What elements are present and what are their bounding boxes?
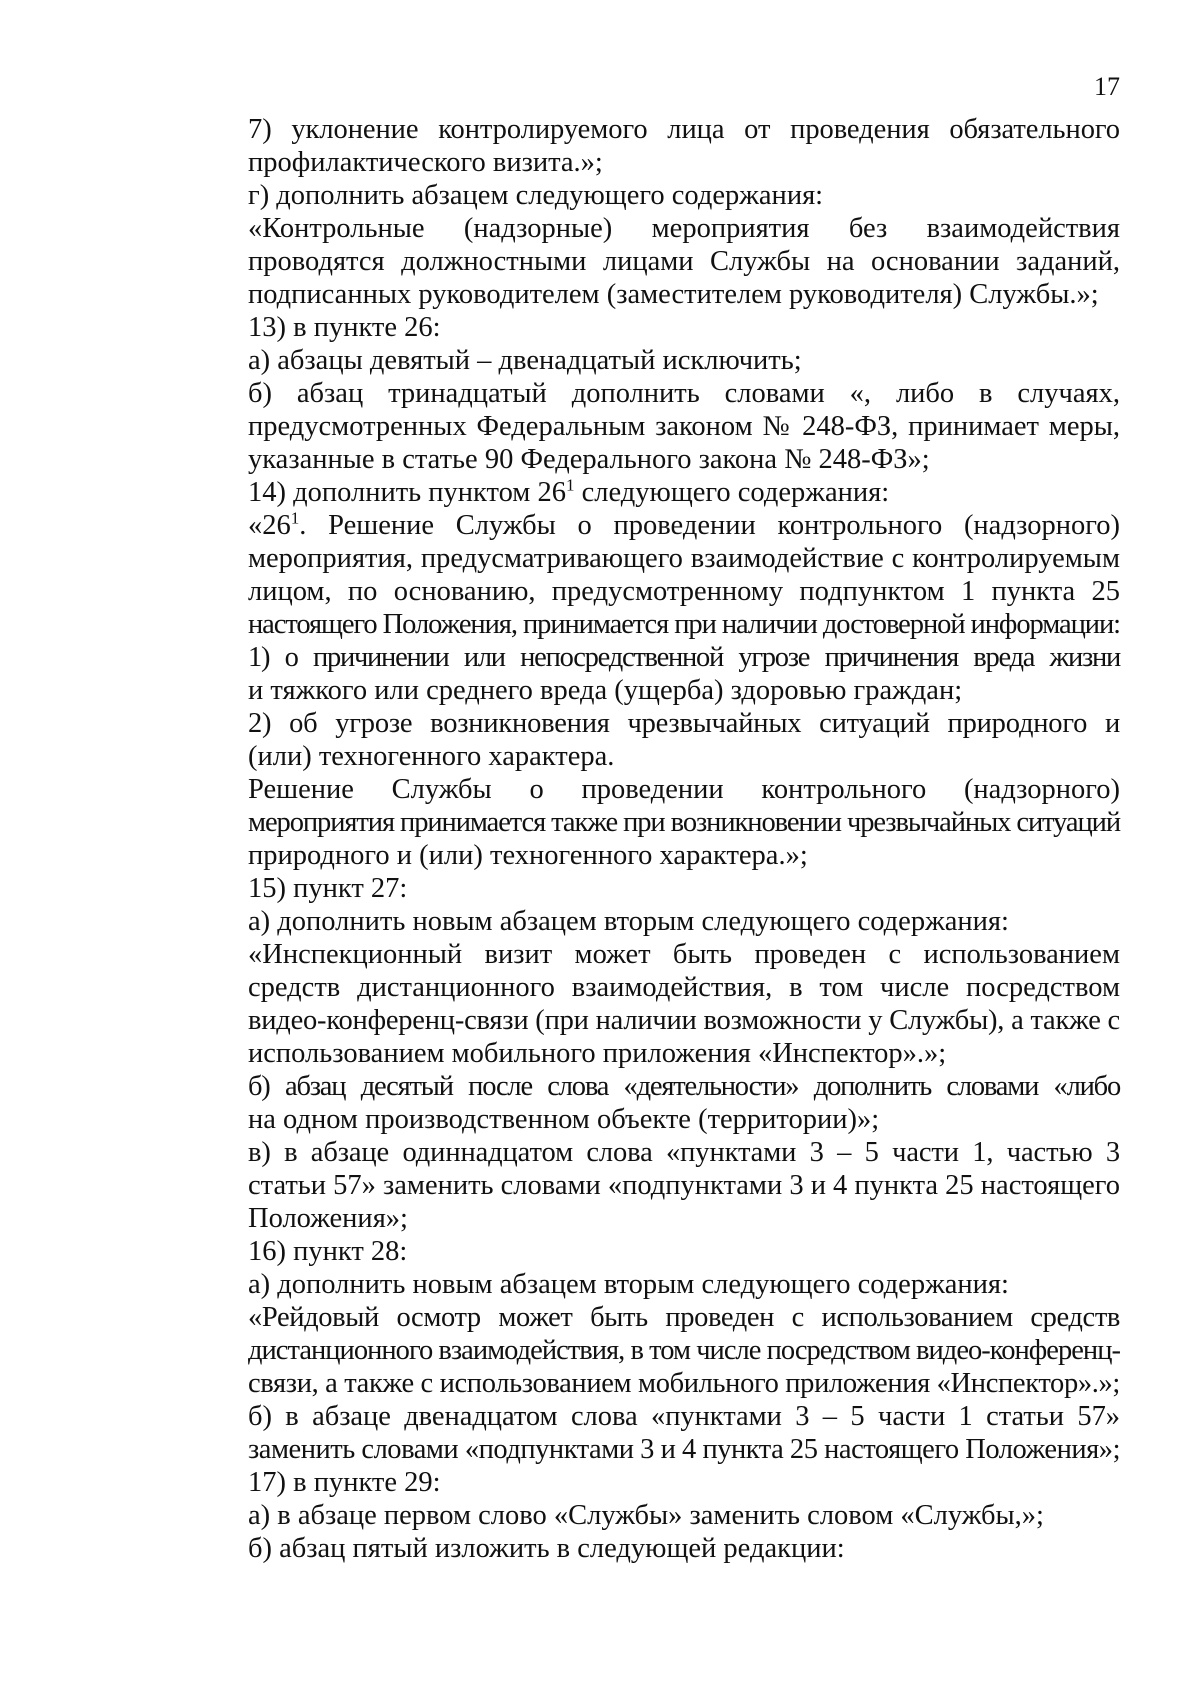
text-line: средств дистанционного взаимодействия, в том числе посредством — [248, 972, 1120, 1003]
text-line: «Контрольные (надзорные) мероприятия без взаимодействия — [248, 213, 1120, 244]
text-line: 16) пункт 28: — [248, 1236, 408, 1267]
text-line: мероприятия, предусматривающего взаимодействие с контролируемым — [248, 543, 1120, 574]
paragraph-item-15 — [172, 872, 1120, 905]
paragraph-item-16 — [172, 1235, 1120, 1268]
text-line: б) абзац тринадцатый дополнить словами «, либо в случаях, — [248, 378, 1120, 409]
text-line: (или) техногенного характера. — [248, 741, 615, 772]
paragraph-item-17 — [172, 1466, 1120, 1499]
paragraph-quote-26-1 — [172, 509, 1120, 641]
text-line: предусмотренных Федеральным законом № 248-ФЗ, принимает меры, — [248, 411, 1120, 442]
paragraph-quote-inspection-visit — [172, 938, 1120, 1070]
page-number: 17 — [1094, 72, 1120, 101]
text-line: указанные в статье 90 Федерального закона № 248-ФЗ»; — [248, 444, 930, 475]
superscript: 1 — [290, 508, 300, 528]
text-line: Решение Службы о проведении контрольного (надзорного) — [248, 774, 1120, 805]
text-line: дистанционного взаимодействия, в том числе посредством видео-конференц- — [248, 1335, 1121, 1366]
paragraph-item-14 — [172, 476, 1120, 509]
text-line: настоящего Положения, принимается при наличии достоверной информации: — [248, 609, 1121, 640]
paragraph-16b — [172, 1400, 1120, 1466]
paragraph-g — [172, 179, 1120, 212]
text-line: Положения»; — [248, 1203, 408, 1234]
text-line: б) абзац пятый изложить в следующей редакции: — [248, 1533, 845, 1564]
text-line: на одном производственном объекте (территории)»; — [248, 1104, 880, 1135]
paragraph-17b — [172, 1532, 1120, 1565]
text-line: 17) в пункте 29: — [248, 1467, 441, 1498]
paragraph-13b — [172, 377, 1120, 476]
text-line: а) дополнить новым абзацем вторым следующего содержания: — [248, 906, 1009, 937]
paragraph-item-7 — [172, 113, 1120, 179]
text-line: в) в абзаце одиннадцатом слова «пунктами 3 – 5 части 1, частью 3 — [248, 1137, 1120, 1168]
text-line: статьи 57» заменить словами «подпунктами 3 и 4 пункта 25 настоящего — [248, 1170, 1121, 1201]
paragraph-16a — [172, 1268, 1120, 1301]
paragraph-13a — [172, 344, 1120, 377]
paragraph-15a — [172, 905, 1120, 938]
superscript: 1 — [565, 475, 575, 495]
text-line: 2) об угрозе возникновения чрезвычайных ситуаций природного и — [248, 708, 1120, 739]
text-line: заменить словами «подпунктами 3 и 4 пункта 25 настоящего Положения»; — [248, 1434, 1121, 1465]
text-line: а) в абзаце первом слово «Службы» заменить словом «Службы,»; — [248, 1500, 1044, 1531]
text-fragment: следующего содержания: — [574, 477, 890, 508]
text-line: г) дополнить абзацем следующего содержания: — [248, 180, 824, 211]
text-line: 1) о причинении или непосредственной угрозе причинения вреда жизни — [248, 642, 1120, 673]
text-line: связи, а также с использованием мобильного приложения «Инспектор».»; — [248, 1368, 1121, 1399]
text-line: видео-конференц-связи (при наличии возможности у Службы), а также с — [248, 1005, 1120, 1036]
text-line: лицом, по основанию, предусмотренному подпунктом 1 пункта 25 — [248, 576, 1120, 607]
text-line: б) в абзаце двенадцатом слова «пунктами 3 – 5 части 1 статьи 57» — [248, 1401, 1120, 1432]
paragraph-sub-2 — [172, 707, 1120, 773]
paragraph-17a — [172, 1499, 1120, 1532]
text-line: а) дополнить новым абзацем вторым следующего содержания: — [248, 1269, 1009, 1300]
paragraph-decision — [172, 773, 1120, 872]
paragraph-quote-control-measures — [172, 212, 1120, 311]
paragraph-quote-raid-inspection — [172, 1301, 1120, 1400]
text-line: проводятся должностными лицами Службы на основании заданий, — [248, 246, 1120, 277]
paragraph-item-13 — [172, 311, 1120, 344]
text-line: профилактического визита.»; — [248, 147, 603, 178]
text-line: «Рейдовый осмотр может быть проведен с использованием средств — [248, 1302, 1120, 1333]
text-line: природного и (или) техногенного характера.»; — [248, 840, 808, 871]
text-fragment: «26 — [248, 510, 291, 541]
text-fragment: 14) дополнить пунктом 26 — [248, 477, 566, 508]
text-fragment: . Решение Службы о проведении контрольного (надзорного) — [299, 510, 1120, 541]
paragraph-15b — [172, 1070, 1120, 1136]
paragraph-15v — [172, 1136, 1120, 1235]
document-body — [172, 113, 1120, 1565]
paragraph-sub-1 — [172, 641, 1120, 707]
text-line: и тяжкого или среднего вреда (ущерба) здоровью граждан; — [248, 675, 963, 706]
text-line: 7) уклонение контролируемого лица от проведения обязательного — [248, 114, 1120, 145]
text-line: использованием мобильного приложения «Инспектор».»; — [248, 1038, 947, 1069]
text-line: 15) пункт 27: — [248, 873, 408, 904]
text-line — [172, 509, 1120, 542]
text-line: 13) в пункте 26: — [248, 312, 441, 343]
text-line: «Инспекционный визит может быть проведен с использованием — [248, 939, 1120, 970]
text-line: а) абзацы девятый – двенадцатый исключить; — [248, 345, 802, 376]
text-line — [172, 476, 1120, 509]
text-line: б) абзац десятый после слова «деятельности» дополнить словами «либо — [248, 1071, 1120, 1102]
text-line: мероприятия принимается также при возникновении чрезвычайных ситуаций — [248, 807, 1120, 838]
text-line: подписанных руководителем (заместителем руководителя) Службы.»; — [248, 279, 1099, 310]
